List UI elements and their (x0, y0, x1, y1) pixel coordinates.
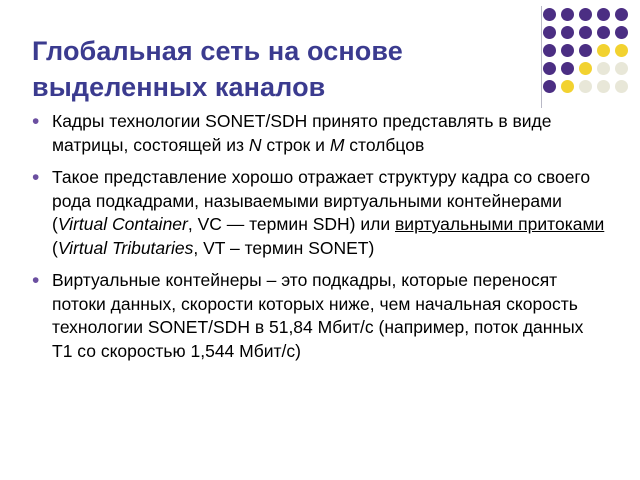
dot-decoration (615, 8, 628, 21)
dot-decoration (543, 26, 556, 39)
dot-decoration (579, 8, 592, 21)
bullet-marker: • (32, 269, 40, 292)
dot-decoration (615, 44, 628, 57)
dot-decoration (579, 44, 592, 57)
dot-decoration (615, 80, 628, 93)
dot-decoration (561, 8, 574, 21)
dot-decoration (543, 80, 556, 93)
dot-decoration (579, 80, 592, 93)
dot-decoration (579, 62, 592, 75)
dot-decoration (597, 80, 610, 93)
dot-decoration (561, 44, 574, 57)
list-item (30, 269, 608, 363)
dot-decoration (597, 26, 610, 39)
dot-decoration (597, 8, 610, 21)
dot-decoration (597, 44, 610, 57)
bullet-text-2: Такое представление хорошо отражает структуру кадра со своего рода подкадрами, называемыми виртуальными контейнерами (Virtual Container, VC — термин SDH) или виртуальными притоками (Virtual Tributaries, VT – термин SONET) (52, 167, 605, 258)
bullet-marker: • (32, 166, 40, 189)
page-title: Глобальная сеть на основе выделенных каналов (32, 36, 403, 102)
bullet-marker: • (32, 110, 40, 133)
list-item (30, 166, 608, 260)
dot-decoration (615, 26, 628, 39)
dot-decoration (615, 62, 628, 75)
bullet-list (30, 110, 608, 372)
dot-decoration (561, 80, 574, 93)
dot-decoration (561, 62, 574, 75)
dot-decoration (579, 26, 592, 39)
dot-decoration (543, 44, 556, 57)
dot-decoration (543, 8, 556, 21)
bullet-text-3: Виртуальные контейнеры – это подкадры, которые переносят потоки данных, скорости которых ниже, чем начальная скорость технологии SONET/SDH в 51,84 Мбит/с (например, поток данных T1 со скоростью 1,544 Мбит/с) (52, 270, 584, 361)
dot-decoration (561, 26, 574, 39)
bullet-text-1: Кадры технологии SONET/SDH принято представлять в виде матрицы, состоящей из N строк и M столбцов (52, 111, 552, 155)
dot-decoration (597, 62, 610, 75)
dot-grid-decoration (543, 8, 635, 104)
list-item (30, 110, 608, 157)
dot-decoration (543, 62, 556, 75)
decorative-vertical-rule (541, 6, 542, 108)
